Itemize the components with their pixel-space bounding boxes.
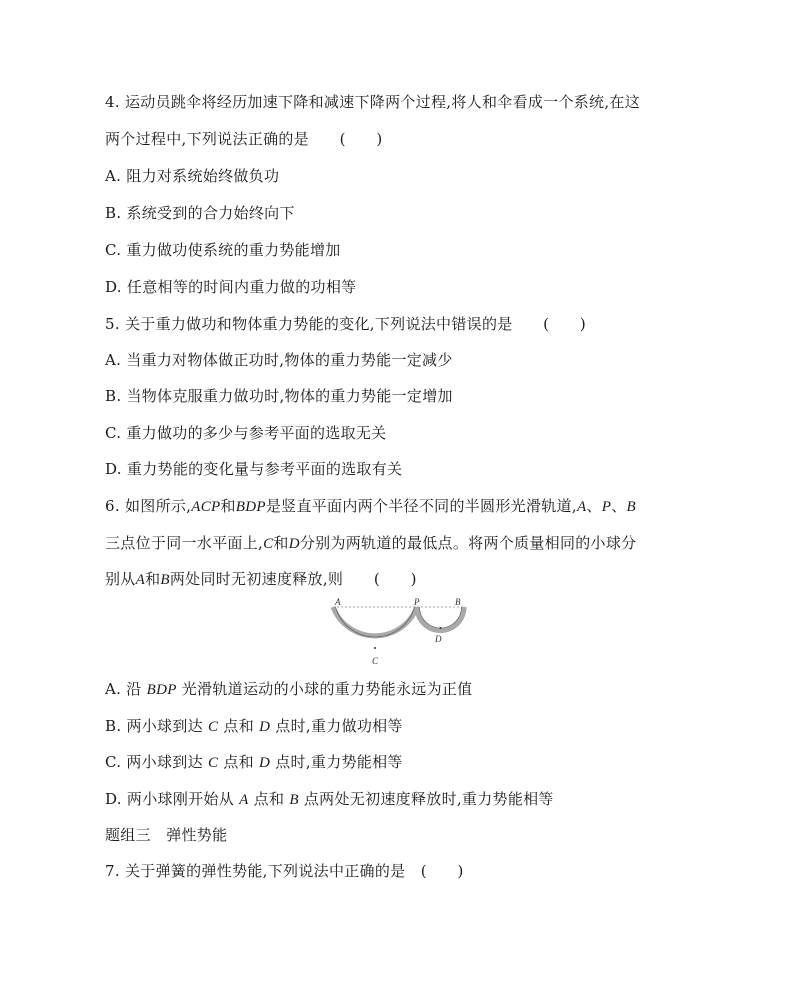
q4-option-d: D. 任意相等的时间内重力做的功相等 xyxy=(105,278,357,296)
q6-option-text: 点和 xyxy=(248,790,290,808)
q6-option-text: 点两处无初速度释放时,重力势能相等 xyxy=(298,790,554,808)
q6-text: 分别为两轨道的最低点。将两个质量相同的小球分 xyxy=(299,534,637,552)
label-b: B xyxy=(455,597,461,607)
q6-option-var: A xyxy=(239,792,249,808)
q6-text: 别从 xyxy=(105,570,136,588)
q6-track-acp-label: ACP xyxy=(191,499,221,515)
q4-stem-line2: 两个过程中,下列说法正确的是 ( ) xyxy=(105,130,383,148)
q6-option-var: D xyxy=(259,719,271,735)
track-acp-inner-edge xyxy=(336,607,415,637)
q6-text: 和 xyxy=(145,570,161,588)
q4-stem-line1: 4. 运动员跳伞将经历加速下降和减速下降两个过程,将人和伞看成一个系统,在这 xyxy=(105,93,641,111)
label-d: D xyxy=(435,634,442,644)
q6-point-d-label: D xyxy=(288,536,300,552)
q6-track-bdp-label: BDP xyxy=(235,499,266,515)
q6-option-text: 点和 xyxy=(218,717,260,735)
q6-option-var: C xyxy=(208,719,219,735)
q6-text: 和 xyxy=(220,497,236,515)
q6-option-var: C xyxy=(207,755,219,771)
q6-option-text: C. 两小球到达 xyxy=(105,753,208,771)
q6-text: 6. 如图所示, xyxy=(105,497,192,515)
q6-point-b-label: B xyxy=(626,499,636,515)
q6-option-text: D. 两小球刚开始从 xyxy=(105,790,240,808)
q6-option-text: 点和 xyxy=(218,753,260,771)
q6-point-b-label: B xyxy=(160,572,170,588)
q6-option-var: B xyxy=(289,792,299,808)
q6-option-b xyxy=(105,716,403,737)
q6-stem-line3 xyxy=(105,569,417,590)
q6-text: 、 xyxy=(611,497,627,515)
q5-option-b: B. 当物体克服重力做功时,物体的重力势能一定增加 xyxy=(105,387,453,405)
q6-semicircle-tracks-figure xyxy=(326,596,468,668)
q5-option-c: C. 重力做功的多少与参考平面的选取无关 xyxy=(105,424,387,442)
q6-option-text: B. 两小球到达 xyxy=(105,717,209,735)
q6-point-a-label: A xyxy=(576,499,587,515)
q6-stem-line1 xyxy=(105,496,636,517)
q6-option-d xyxy=(105,789,554,810)
q4-option-a: A. 阻力对系统始终做负功 xyxy=(105,167,280,185)
q7-stem: 7. 关于弹簧的弹性势能,下列说法中正确的是 ( ) xyxy=(105,862,464,880)
q6-text: 两处同时无初速度释放,则 ( ) xyxy=(169,570,417,588)
q6-text: 、 xyxy=(586,497,602,515)
q5-option-a: A. 当重力对物体做正功时,物体的重力势能一定减少 xyxy=(105,351,453,369)
q6-text: 是竖直平面内两个半径不同的半圆形光滑轨道, xyxy=(265,497,577,515)
q4-option-c: C. 重力做功使系统的重力势能增加 xyxy=(105,241,341,259)
q6-option-text: 光滑轨道运动的小球的重力势能永远为正值 xyxy=(176,680,473,698)
track-acp xyxy=(333,607,417,636)
q6-option-text: A. 沿 xyxy=(105,680,147,698)
point-d-marker xyxy=(440,627,442,629)
q5-option-d: D. 重力势能的变化量与参考平面的选取有关 xyxy=(105,460,403,478)
q4-option-b: B. 系统受到的合力始终向下 xyxy=(105,204,295,222)
q5-stem: 5. 关于重力做功和物体重力势能的变化,下列说法中错误的是 ( ) xyxy=(105,315,587,333)
label-p: P xyxy=(414,597,420,607)
q6-option-c xyxy=(105,752,403,773)
q6-point-a-label: A xyxy=(135,572,146,588)
q6-option-text: 点时,重力势能相等 xyxy=(270,753,403,771)
label-a: A xyxy=(335,597,341,607)
q6-option-var: BDP xyxy=(146,682,177,698)
track-bdp xyxy=(417,607,464,631)
section-heading-elastic-potential-energy: 题组三 弹性势能 xyxy=(105,826,228,844)
q6-option-text: 点时,重力做功相等 xyxy=(270,717,403,735)
point-c-marker xyxy=(374,647,376,649)
q6-point-c-label: C xyxy=(263,536,274,552)
q6-text: 三点位于同一水平面上, xyxy=(105,534,264,552)
q6-option-a xyxy=(105,679,472,700)
q6-option-var: D xyxy=(259,755,271,771)
q6-point-p-label: P xyxy=(601,499,612,515)
label-c: C xyxy=(372,656,379,666)
q6-stem-line2 xyxy=(105,533,636,554)
q6-text: 和 xyxy=(273,534,289,552)
